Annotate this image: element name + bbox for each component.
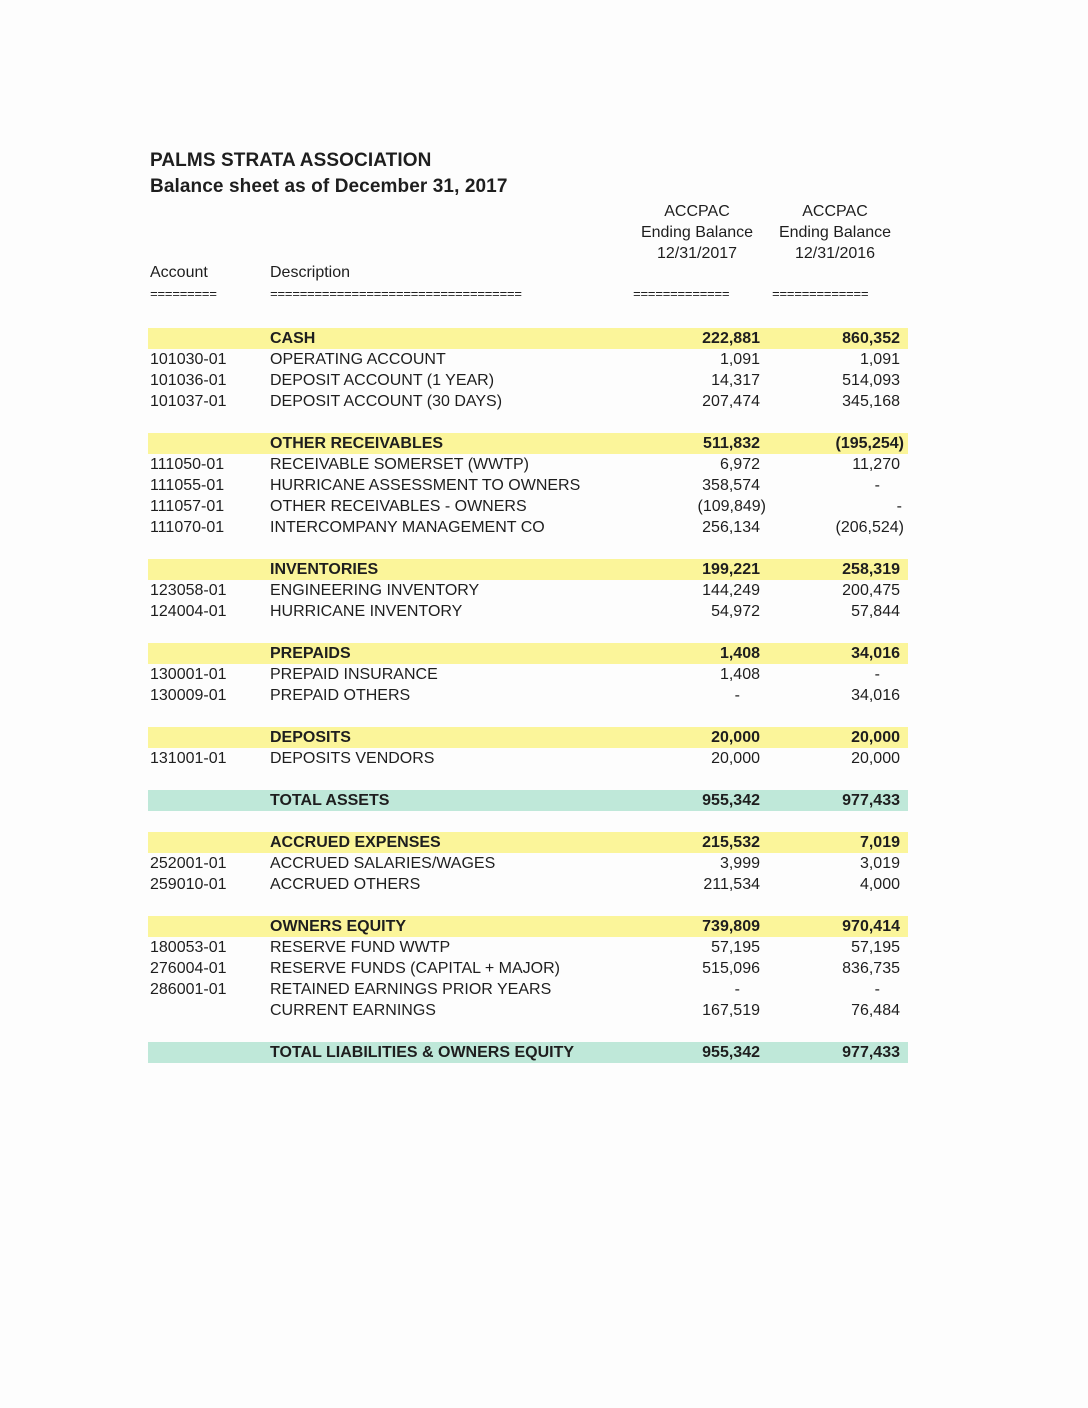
document-title: Balance sheet as of December 31, 2017: [150, 176, 508, 197]
organization-name: PALMS STRATA ASSOCIATION: [150, 150, 432, 171]
table-row: 111057-01 OTHER RECEIVABLES - OWNERS (109,849) -: [150, 498, 902, 515]
table-row: CURRENT EARNINGS 167,519 76,484: [270, 1002, 900, 1019]
spacer: [148, 769, 908, 790]
spacer: [148, 706, 908, 727]
column-header-2016: ACCPAC Ending Balance 12/31/2016: [778, 203, 892, 262]
table-row: 123058-01 ENGINEERING INVENTORY 144,249 200,475: [150, 582, 900, 599]
spacer: [148, 895, 908, 916]
table-row: 259010-01 ACCRUED OTHERS 211,534 4,000: [150, 876, 900, 893]
spacer: [148, 1021, 908, 1042]
table-row: 111070-01 INTERCOMPANY MANAGEMENT CO 256,134 (206,524): [150, 519, 904, 536]
section-header-deposits: DEPOSITS 20,000 20,000: [148, 727, 908, 748]
table-row: 101036-01 DEPOSIT ACCOUNT (1 YEAR) 14,317 514,093: [150, 372, 900, 389]
table-row: 130001-01 PREPAID INSURANCE 1,408 -: [150, 666, 880, 683]
table-row: 111050-01 RECEIVABLE SOMERSET (WWTP) 6,972 11,270: [150, 456, 900, 473]
section-header-prepaids: PREPAIDS 1,408 34,016: [148, 643, 908, 664]
table-row: 124004-01 HURRICANE INVENTORY 54,972 57,844: [150, 603, 900, 620]
total-liabilities-equity-row: TOTAL LIABILITIES & OWNERS EQUITY 955,342 977,433: [148, 1042, 908, 1063]
table-row: 131001-01 DEPOSITS VENDORS 20,000 20,000: [150, 750, 900, 767]
spacer: [148, 412, 908, 433]
section-header-accrued-expenses: ACCRUED EXPENSES 215,532 7,019: [148, 832, 908, 853]
table-row: 101030-01 OPERATING ACCOUNT 1,091 1,091: [150, 351, 900, 368]
column-header-account: Account: [150, 264, 208, 281]
table-row: 111055-01 HURRICANE ASSESSMENT TO OWNERS 358,574 -: [150, 477, 880, 494]
column-header-2017: ACCPAC Ending Balance 12/31/2017: [640, 203, 754, 262]
total-assets-row: TOTAL ASSETS 955,342 977,433: [148, 790, 908, 811]
separator-2017: =============: [633, 287, 730, 302]
separator-description: ==================================: [270, 287, 522, 302]
table-row: 101037-01 DEPOSIT ACCOUNT (30 DAYS) 207,474 345,168: [150, 393, 900, 410]
section-header-inventories: INVENTORIES 199,221 258,319: [148, 559, 908, 580]
table-row: 286001-01 RETAINED EARNINGS PRIOR YEARS - -: [150, 981, 880, 998]
section-header-owners-equity: OWNERS EQUITY 739,809 970,414: [148, 916, 908, 937]
balance-table: [148, 328, 908, 1063]
section-header-cash: CASH 222,881 860,352: [148, 328, 908, 349]
separator-2016: =============: [772, 287, 869, 302]
spacer: [148, 811, 908, 832]
table-row: 276004-01 RESERVE FUNDS (CAPITAL + MAJOR) 515,096 836,735: [150, 960, 900, 977]
spacer: [148, 538, 908, 559]
spacer: [148, 622, 908, 643]
separator-account: =========: [150, 287, 217, 302]
table-row: 130009-01 PREPAID OTHERS - 34,016: [150, 687, 900, 704]
table-row: 252001-01 ACCRUED SALARIES/WAGES 3,999 3,019: [150, 855, 900, 872]
column-header-description: Description: [270, 264, 351, 281]
table-row: 180053-01 RESERVE FUND WWTP 57,195 57,195: [150, 939, 900, 956]
section-header-other-receivables: OTHER RECEIVABLES 511,832 (195,254): [148, 433, 908, 454]
